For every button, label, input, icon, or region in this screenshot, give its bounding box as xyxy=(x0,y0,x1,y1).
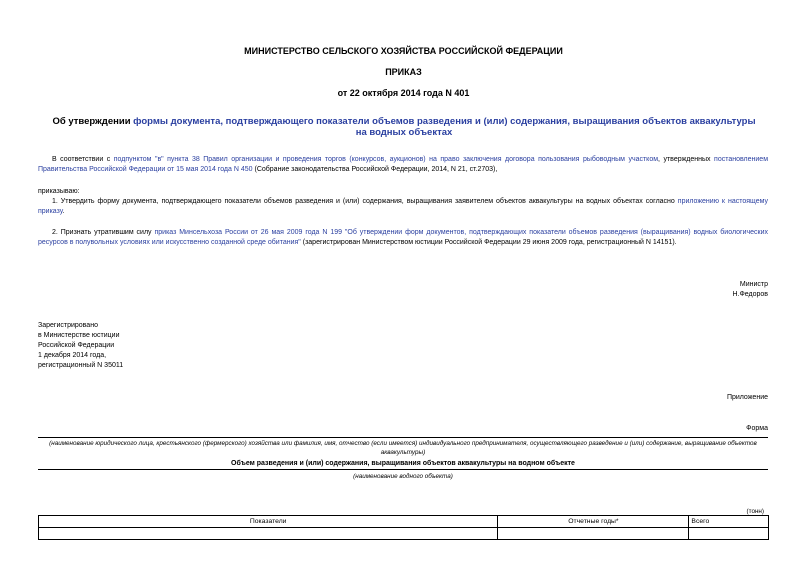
preamble-paragraph xyxy=(38,155,768,175)
preamble-text-1: В соответствии с xyxy=(52,156,114,163)
indicators-table xyxy=(38,515,769,540)
order-type: ПРИКАЗ xyxy=(385,67,422,77)
signature-name: Н.Федоров xyxy=(732,291,768,298)
appendix-label: Приложение xyxy=(726,394,768,401)
item-2-text: 2. Признать утратившим силу xyxy=(52,229,155,236)
order-item-2 xyxy=(38,228,768,248)
form-heading: Объем разведения и (или) содержания, выращивания объектов аквакультуры на водном объекте xyxy=(231,460,575,467)
signature-position: Министр xyxy=(739,281,768,288)
header-reporting-years: Отчетные годы* xyxy=(498,516,689,528)
entity-name-line xyxy=(38,437,768,438)
header-indicators: Показатели xyxy=(39,516,498,528)
registration-line: регистрационный N 35011 xyxy=(38,362,124,369)
repealed-order-link[interactable]: приказ Минсельхоза России от 26 мая 2009 года N 199 "Об утверждении форм документов, подтверждающих показатели объемов разведения (выращивания) водных биологических ресурсов в полувольных условиях или искусственно созданной среде обитания" xyxy=(38,229,768,246)
header-total: Всего xyxy=(689,516,769,528)
government-decree-link[interactable]: постановлением Правительства Российской Федерации от 15 мая 2014 года N 450 xyxy=(38,156,769,173)
order-title xyxy=(48,116,760,138)
table-cell xyxy=(689,528,769,540)
table-cell xyxy=(39,528,498,540)
item-2-end: (зарегистрирован Министерством юстиции Российской Федерации 29 июня 2009 года, регистрационный N 14151). xyxy=(300,239,677,246)
appendix-link[interactable]: приложению к настоящему приказу xyxy=(38,198,768,215)
order-word: приказываю: xyxy=(38,188,80,195)
registration-line: Российской Федерации xyxy=(38,342,115,349)
registration-line: в Министерстве юстиции xyxy=(38,332,120,339)
form-label: Форма xyxy=(746,425,768,432)
order-title-link[interactable]: формы документа, подтверждающего показатели объемов разведения и (или) содержания, выращивания объектов аквакультуры на водных объектах xyxy=(133,116,756,138)
preamble-text-3: (Собрание законодательства Российской Федерации, 2014, N 21, ст.2703), xyxy=(252,166,498,173)
registration-block xyxy=(38,321,123,371)
order-date: от 22 октября 2014 года N 401 xyxy=(337,88,470,98)
order-title-prefix: Об утверждении xyxy=(52,116,134,127)
table-cell xyxy=(498,528,689,540)
unit-label: (тонн) xyxy=(746,508,764,515)
item-1-text: 1. Утвердить форму документа, подтверждающего показатели объемов разведения и (или) содержания, выращивания заявителем объектов аквакультуры на водных объектах согласно xyxy=(52,198,678,205)
entity-name-caption: (наименование юридического лица, крестьянского (фермерского) хозяйства или фамилия, имя, отчество (если имеется) индивидуального предпринимателя, осуществляющего разведение и (или) содержание, выращивание объектов аквакультуры) xyxy=(49,440,757,456)
order-item-1 xyxy=(38,197,768,217)
preamble-text-2: , утвержденных xyxy=(658,156,715,163)
registration-line: Зарегистрировано xyxy=(38,322,98,329)
rules-link[interactable]: подпунктом "в" пункта 38 Правил организации и проведения торгов (конкурсов, аукционов) на право заключения договора пользования рыбоводным участком xyxy=(113,156,659,163)
registration-line: 1 декабря 2014 года, xyxy=(38,352,107,359)
table-row xyxy=(39,528,769,540)
item-1-end: . xyxy=(62,208,65,215)
ministry-title: МИНИСТЕРСТВО СЕЛЬСКОГО ХОЗЯЙСТВА РОССИЙСКОЙ ФЕДЕРАЦИИ xyxy=(244,46,563,56)
water-body-line xyxy=(38,469,768,470)
table-header-row xyxy=(39,516,769,528)
water-body-caption: (наименование водного объекта) xyxy=(353,473,453,480)
